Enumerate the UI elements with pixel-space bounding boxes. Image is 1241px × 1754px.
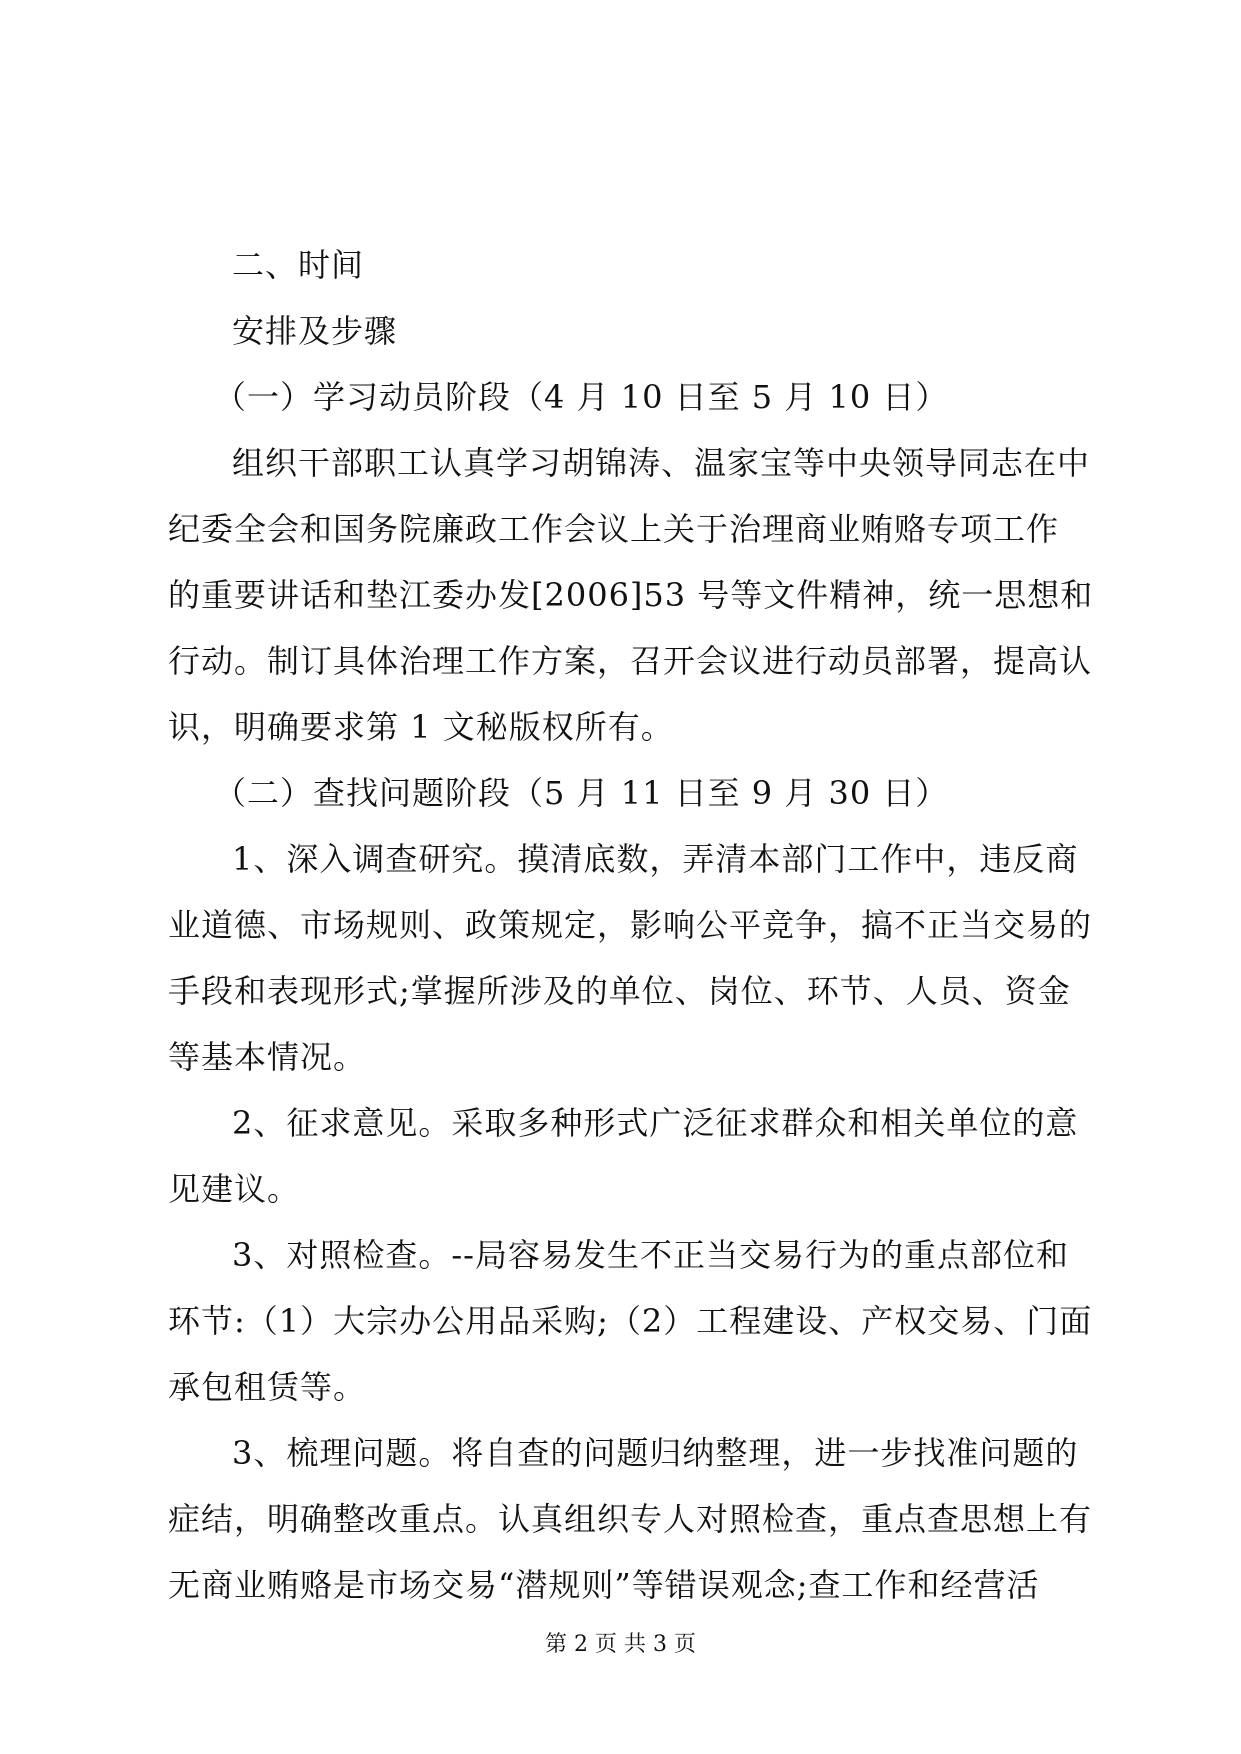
- paragraph-line: 识，明确要求第 1 文秘版权所有。: [168, 708, 674, 746]
- paragraph-line: 的重要讲话和垫江委办发[2006]53 号等文件精神，统一思想和: [168, 576, 1094, 614]
- paragraph-line: 环节:（1）大宗办公用品采购;（2）工程建设、产权交易、门面: [168, 1302, 1093, 1340]
- paragraph-line: 承包租赁等。: [168, 1368, 367, 1406]
- page-number-footer: 第 2 页 共 3 页: [545, 1632, 696, 1657]
- paragraph-line: 等基本情况。: [168, 1038, 367, 1076]
- paragraph-line: 行动。制订具体治理工作方案，召开会议进行动员部署，提高认: [168, 642, 1093, 680]
- paragraph-line: 见建议。: [168, 1170, 301, 1208]
- paragraph-line: 2、征求意见。采取多种形式广泛征求群众和相关单位的意: [232, 1104, 1079, 1142]
- paragraph-line: 业道德、市场规则、政策规定，影响公平竞争，搞不正当交易的: [168, 906, 1093, 944]
- paragraph-line: 1、深入调查研究。摸清底数，弄清本部门工作中，违反商: [232, 840, 1079, 878]
- section-subheading-steps: 安排及步骤: [232, 312, 398, 350]
- paragraph-line: 组织干部职工认真学习胡锦涛、温家宝等中央领导同志在中: [232, 444, 1091, 482]
- paragraph-line: 3、梳理问题。将自查的问题归纳整理，进一步找准问题的: [232, 1434, 1079, 1472]
- paragraph-line: 3、对照检查。--局容易发生不正当交易行为的重点部位和: [232, 1236, 1069, 1274]
- paragraph-line: 无商业贿赂是市场交易“潜规则”等错误观念;查工作和经营活: [168, 1566, 1040, 1604]
- phase-heading-problem-finding: （二）查找问题阶段（5 月 11 日至 9 月 30 日）: [214, 774, 949, 812]
- document-body: [168, 232, 1094, 1618]
- paragraph-line: 手段和表现形式;掌握所涉及的单位、岗位、环节、人员、资金: [168, 972, 1071, 1010]
- phase-heading-mobilization: （一）学习动员阶段（4 月 10 日至 5 月 10 日）: [214, 378, 949, 416]
- paragraph-line: 症结，明确整改重点。认真组织专人对照检查，重点查思想上有: [168, 1500, 1093, 1538]
- paragraph-line: 纪委全会和国务院廉政工作会议上关于治理商业贿赂专项工作: [168, 510, 1060, 548]
- section-heading-time: 二、时间: [232, 246, 365, 284]
